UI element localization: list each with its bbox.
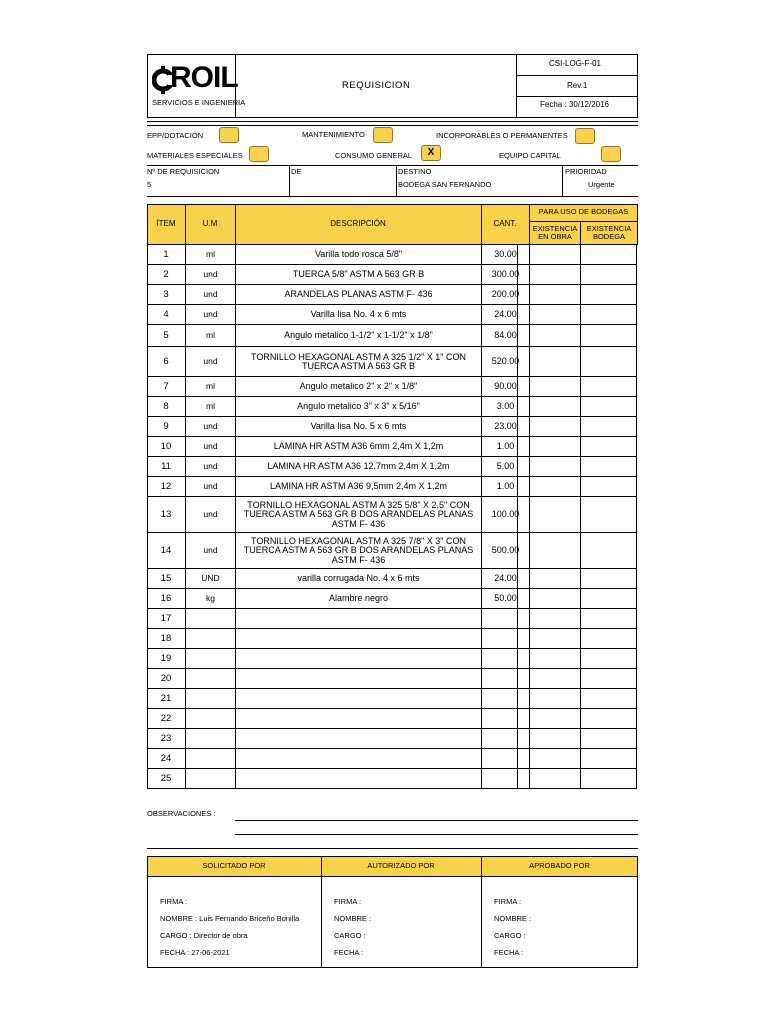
cell-item: 17 (160, 612, 172, 624)
requisition-number-label: Nº DE REQUISICION (147, 167, 220, 176)
cell-exist-obra (529, 609, 580, 629)
cell-um: und (185, 477, 235, 497)
autorizado-fecha: FECHA : (334, 948, 364, 957)
cell-description: Varilla lisa No. 4 x 6 mts (235, 305, 481, 325)
cell-um (185, 729, 235, 749)
cell-exist-bodega (580, 533, 638, 569)
category-mantenimiento-checkbox[interactable] (373, 127, 393, 143)
cell-exist-obra (529, 497, 580, 533)
cell-um (185, 609, 235, 629)
cell-description (235, 729, 481, 749)
col-header-exist-obra: EXISTENCIA EN OBRA (532, 224, 578, 241)
cell-exist-bodega (580, 325, 638, 347)
cell-exist-bodega (580, 477, 638, 497)
cell-exist-bodega (580, 457, 638, 477)
cell-description: LAMINA HR ASTM A36 12,7mm 2,4m X 1,2m (235, 457, 481, 477)
destino-label: DESTINO (398, 167, 432, 176)
cell-description: Varilla todo rosca 5/8" (235, 245, 481, 265)
cell-um: kg (185, 589, 235, 609)
cell-cant (481, 609, 529, 629)
solicitado-nombre: NOMBRE : Luis Fernando Briceño Bonilla (160, 914, 300, 923)
cell-cant: 520.00 (481, 347, 529, 377)
col-header-description: DESCRIPCIÓN (330, 219, 386, 229)
col-header-um: U.M (202, 219, 218, 229)
cell-um: und (185, 497, 235, 533)
cell-exist-obra (529, 285, 580, 305)
requisition-number-value: 5 (147, 180, 152, 189)
aprobado-title: APROBADO POR (529, 861, 590, 871)
cell-um: und (185, 347, 235, 377)
cell-cant: 24.00 (481, 305, 529, 325)
cell-description (235, 769, 481, 789)
cell-cant: 100.00 (481, 497, 529, 533)
col-header-exist-bodega: EXISTENCIA BODEGA (586, 224, 632, 241)
cell-item: 25 (160, 772, 172, 784)
cell-um: ml (185, 397, 235, 417)
cell-exist-obra (529, 437, 580, 457)
cell-item: 4 (163, 308, 169, 320)
cell-um (185, 709, 235, 729)
autorizado-nombre: NOMBRE : (334, 914, 372, 923)
cell-exist-bodega (580, 397, 638, 417)
cell-exist-obra (529, 325, 580, 347)
cell-description: LAMINA HR ASTM A36 9,5mm 2,4m X 1,2m (235, 477, 481, 497)
solicitado-firma: FIRMA : (160, 897, 188, 906)
cell-exist-obra (529, 347, 580, 377)
cell-description: TORNILLO HEXAGONAL ASTM A 325 5/8" X 2,5" CON TUERCA ASTM A 563 GR B DOS ARANDELAS PLANAS ASTM F- 436 (235, 497, 481, 533)
cell-cant (481, 689, 529, 709)
cell-exist-obra (529, 569, 580, 589)
cell-um (185, 689, 235, 709)
cell-exist-obra (529, 533, 580, 569)
cell-item: 6 (163, 355, 169, 367)
observaciones-label: OBSERVACIONES : (147, 809, 216, 818)
cell-item: 12 (160, 480, 172, 492)
cell-exist-bodega (580, 569, 638, 589)
cell-cant: 30.00 (481, 245, 529, 265)
cell-cant (481, 749, 529, 769)
cell-description: ARANDELAS PLANAS ASTM F- 436 (235, 285, 481, 305)
solicitado-title: SOLICITADO POR (202, 861, 266, 871)
cell-exist-obra (529, 769, 580, 789)
category-epp-checkbox[interactable] (219, 127, 239, 143)
cell-exist-bodega (580, 709, 638, 729)
cell-item: 22 (160, 712, 172, 724)
solicitado-fecha: FECHA : 27-06-2021 (160, 948, 230, 957)
cell-cant: 200.00 (481, 285, 529, 305)
cell-item: 19 (160, 652, 172, 664)
aprobado-firma: FIRMA : (494, 897, 522, 906)
cell-um (185, 669, 235, 689)
cell-exist-bodega (580, 497, 638, 533)
aprobado-cargo: CARGO : (494, 931, 526, 940)
form-code: CSI-LOG-F-01 (549, 59, 602, 68)
cell-exist-bodega (580, 347, 638, 377)
category-materiales-checkbox[interactable] (249, 146, 269, 162)
category-materiales-label: MATERIALES ESPECIALES (147, 151, 243, 160)
cell-exist-bodega (580, 769, 638, 789)
aprobado-fecha: FECHA : (494, 948, 524, 957)
cell-cant (481, 709, 529, 729)
cell-cant (481, 729, 529, 749)
cell-cant (481, 669, 529, 689)
solicitado-cargo: CARGO : Director de obra (160, 931, 248, 940)
cell-exist-obra (529, 589, 580, 609)
cell-description (235, 689, 481, 709)
autorizado-firma: FIRMA : (334, 897, 362, 906)
cell-exist-obra (529, 649, 580, 669)
cell-exist-bodega (580, 689, 638, 709)
cell-exist-bodega (580, 649, 638, 669)
cell-um (185, 649, 235, 669)
cell-exist-bodega (580, 285, 638, 305)
cell-um (185, 769, 235, 789)
form-date: Fecha : 30/12/2016 (540, 100, 609, 109)
cell-um (185, 749, 235, 769)
de-label: DE (291, 167, 302, 176)
cell-cant: 24.00 (481, 569, 529, 589)
cell-exist-bodega (580, 749, 638, 769)
cell-um: ml (185, 325, 235, 347)
cell-item: 8 (163, 400, 169, 412)
aprobado-nombre: NOMBRE : (494, 914, 532, 923)
cell-um: und (185, 285, 235, 305)
cell-description: LAMINA HR ASTM A36 6mm 2,4m X 1,2m (235, 437, 481, 457)
cell-cant: 1.00 (481, 437, 529, 457)
cell-item: 2 (163, 268, 169, 280)
cell-cant: 300.00 (481, 265, 529, 285)
cell-exist-bodega (580, 729, 638, 749)
cell-description: TUERCA 5/8" ASTM A 563 GR B (235, 265, 481, 285)
autorizado-title: AUTORIZADO POR (367, 861, 435, 871)
prioridad-label: PRIORIDAD (565, 167, 607, 176)
cell-item: 13 (160, 508, 172, 520)
cell-item: 3 (163, 288, 169, 300)
cell-exist-obra (529, 709, 580, 729)
logo-text: ROIL (170, 61, 238, 94)
cell-um: und (185, 305, 235, 325)
cell-cant: 5.00 (481, 457, 529, 477)
cell-exist-obra (529, 749, 580, 769)
cell-description: TORNILLO HEXAGONAL ASTM A 325 1/2" X 1" CON TUERCA ASTM A 563 GR B (235, 347, 481, 377)
cell-description: TORNILLO HEXAGONAL ASTM A 325 7/8" X 3" CON TUERCA ASTM A 563 GR B DOS ARANDELAS PLANAS ASTM F- 436 (235, 533, 481, 569)
cell-exist-bodega (580, 245, 638, 265)
cell-description: Angulo metalico 1-1/2" x 1-1/2" x 1/8" (235, 325, 481, 347)
cell-item: 16 (160, 592, 172, 604)
cell-description (235, 649, 481, 669)
cell-description (235, 669, 481, 689)
cell-item: 5 (163, 329, 169, 341)
category-incorporables-checkbox[interactable] (575, 128, 595, 144)
cell-exist-bodega (580, 437, 638, 457)
cell-um: und (185, 417, 235, 437)
cell-cant: 84.00 (481, 325, 529, 347)
cell-exist-obra (529, 417, 580, 437)
cell-exist-obra (529, 477, 580, 497)
prioridad-value: Urgente (588, 180, 615, 189)
cell-cant: 90.00 (481, 377, 529, 397)
cell-description: varilla corrugada No. 4 x 6 mts (235, 569, 481, 589)
category-equipo-label: EQUIPO CAPITAL (499, 151, 561, 160)
cell-exist-bodega (580, 417, 638, 437)
cell-item: 18 (160, 632, 172, 644)
cell-um: ml (185, 245, 235, 265)
category-mantenimiento-label: MANTENIMIENTO (302, 130, 365, 139)
cell-description (235, 609, 481, 629)
cell-cant (481, 649, 529, 669)
cell-cant: 23.00 (481, 417, 529, 437)
cell-item: 10 (160, 440, 172, 452)
cell-description (235, 749, 481, 769)
cell-description: Angulo metalico 3" x 3" x 5/16" (235, 397, 481, 417)
cell-item: 24 (160, 752, 172, 764)
cell-item: 21 (160, 692, 172, 704)
cell-cant: 500.00 (481, 533, 529, 569)
cell-exist-obra (529, 245, 580, 265)
cell-um: und (185, 533, 235, 569)
logo-subtitle: SERVICIOS E INGENIERIA (152, 98, 246, 107)
cell-um: ml (185, 377, 235, 397)
cell-item: 14 (160, 544, 172, 556)
form-title: REQUISICION (342, 80, 411, 91)
cell-exist-bodega (580, 629, 638, 649)
cell-exist-obra (529, 305, 580, 325)
cell-exist-obra (529, 397, 580, 417)
cell-item: 1 (163, 248, 169, 260)
category-consumo-label: CONSUMO GENERAL (335, 151, 413, 160)
cell-exist-bodega (580, 609, 638, 629)
cell-cant: 50.00 (481, 589, 529, 609)
cell-exist-obra (529, 265, 580, 285)
cell-exist-obra (529, 377, 580, 397)
cell-um: und (185, 457, 235, 477)
cell-description: Alambre negro (235, 589, 481, 609)
category-epp-label: EPP/DOTACIÓN (147, 131, 204, 140)
cell-exist-bodega (580, 305, 638, 325)
cell-cant: 1.00 (481, 477, 529, 497)
cell-item: 15 (160, 572, 172, 584)
cell-item: 11 (161, 460, 171, 472)
cell-um (185, 629, 235, 649)
cell-item: 9 (163, 420, 169, 432)
cell-exist-obra (529, 669, 580, 689)
cell-description (235, 629, 481, 649)
cell-exist-bodega (580, 377, 638, 397)
category-incorporables-label: INCORPORABLES O PERMANENTES (436, 131, 568, 140)
cell-item: 23 (160, 732, 172, 744)
cell-description: Angulo metalico 2" x 2" x 1/8" (235, 377, 481, 397)
cell-item: 7 (163, 380, 169, 392)
destino-value: BODEGA SAN FERNANDO (398, 180, 492, 189)
cell-exist-obra (529, 689, 580, 709)
cell-exist-bodega (580, 589, 638, 609)
cell-exist-bodega (580, 669, 638, 689)
col-header-item: ÍTEM (156, 219, 176, 229)
cell-exist-obra (529, 729, 580, 749)
cell-item: 20 (160, 672, 172, 684)
cell-cant (481, 769, 529, 789)
cell-um: und (185, 265, 235, 285)
cell-description: Varilla lisa No. 5 x 6 mts (235, 417, 481, 437)
col-header-cant: CANT. (493, 219, 517, 229)
cell-description (235, 709, 481, 729)
category-consumo-checkbox[interactable]: X (421, 145, 441, 161)
autorizado-cargo: CARGO : (334, 931, 366, 940)
col-header-bodega: PARA USO DE BODEGAS (538, 207, 629, 217)
form-rev: Rev.1 (567, 81, 588, 90)
cell-exist-obra (529, 629, 580, 649)
cell-cant (481, 629, 529, 649)
cell-exist-bodega (580, 265, 638, 285)
cell-cant: 3.00 (481, 397, 529, 417)
company-logo (150, 61, 246, 109)
cell-um: UND (185, 569, 235, 589)
cell-exist-obra (529, 457, 580, 477)
cell-um: und (185, 437, 235, 457)
category-equipo-checkbox[interactable] (601, 146, 621, 162)
